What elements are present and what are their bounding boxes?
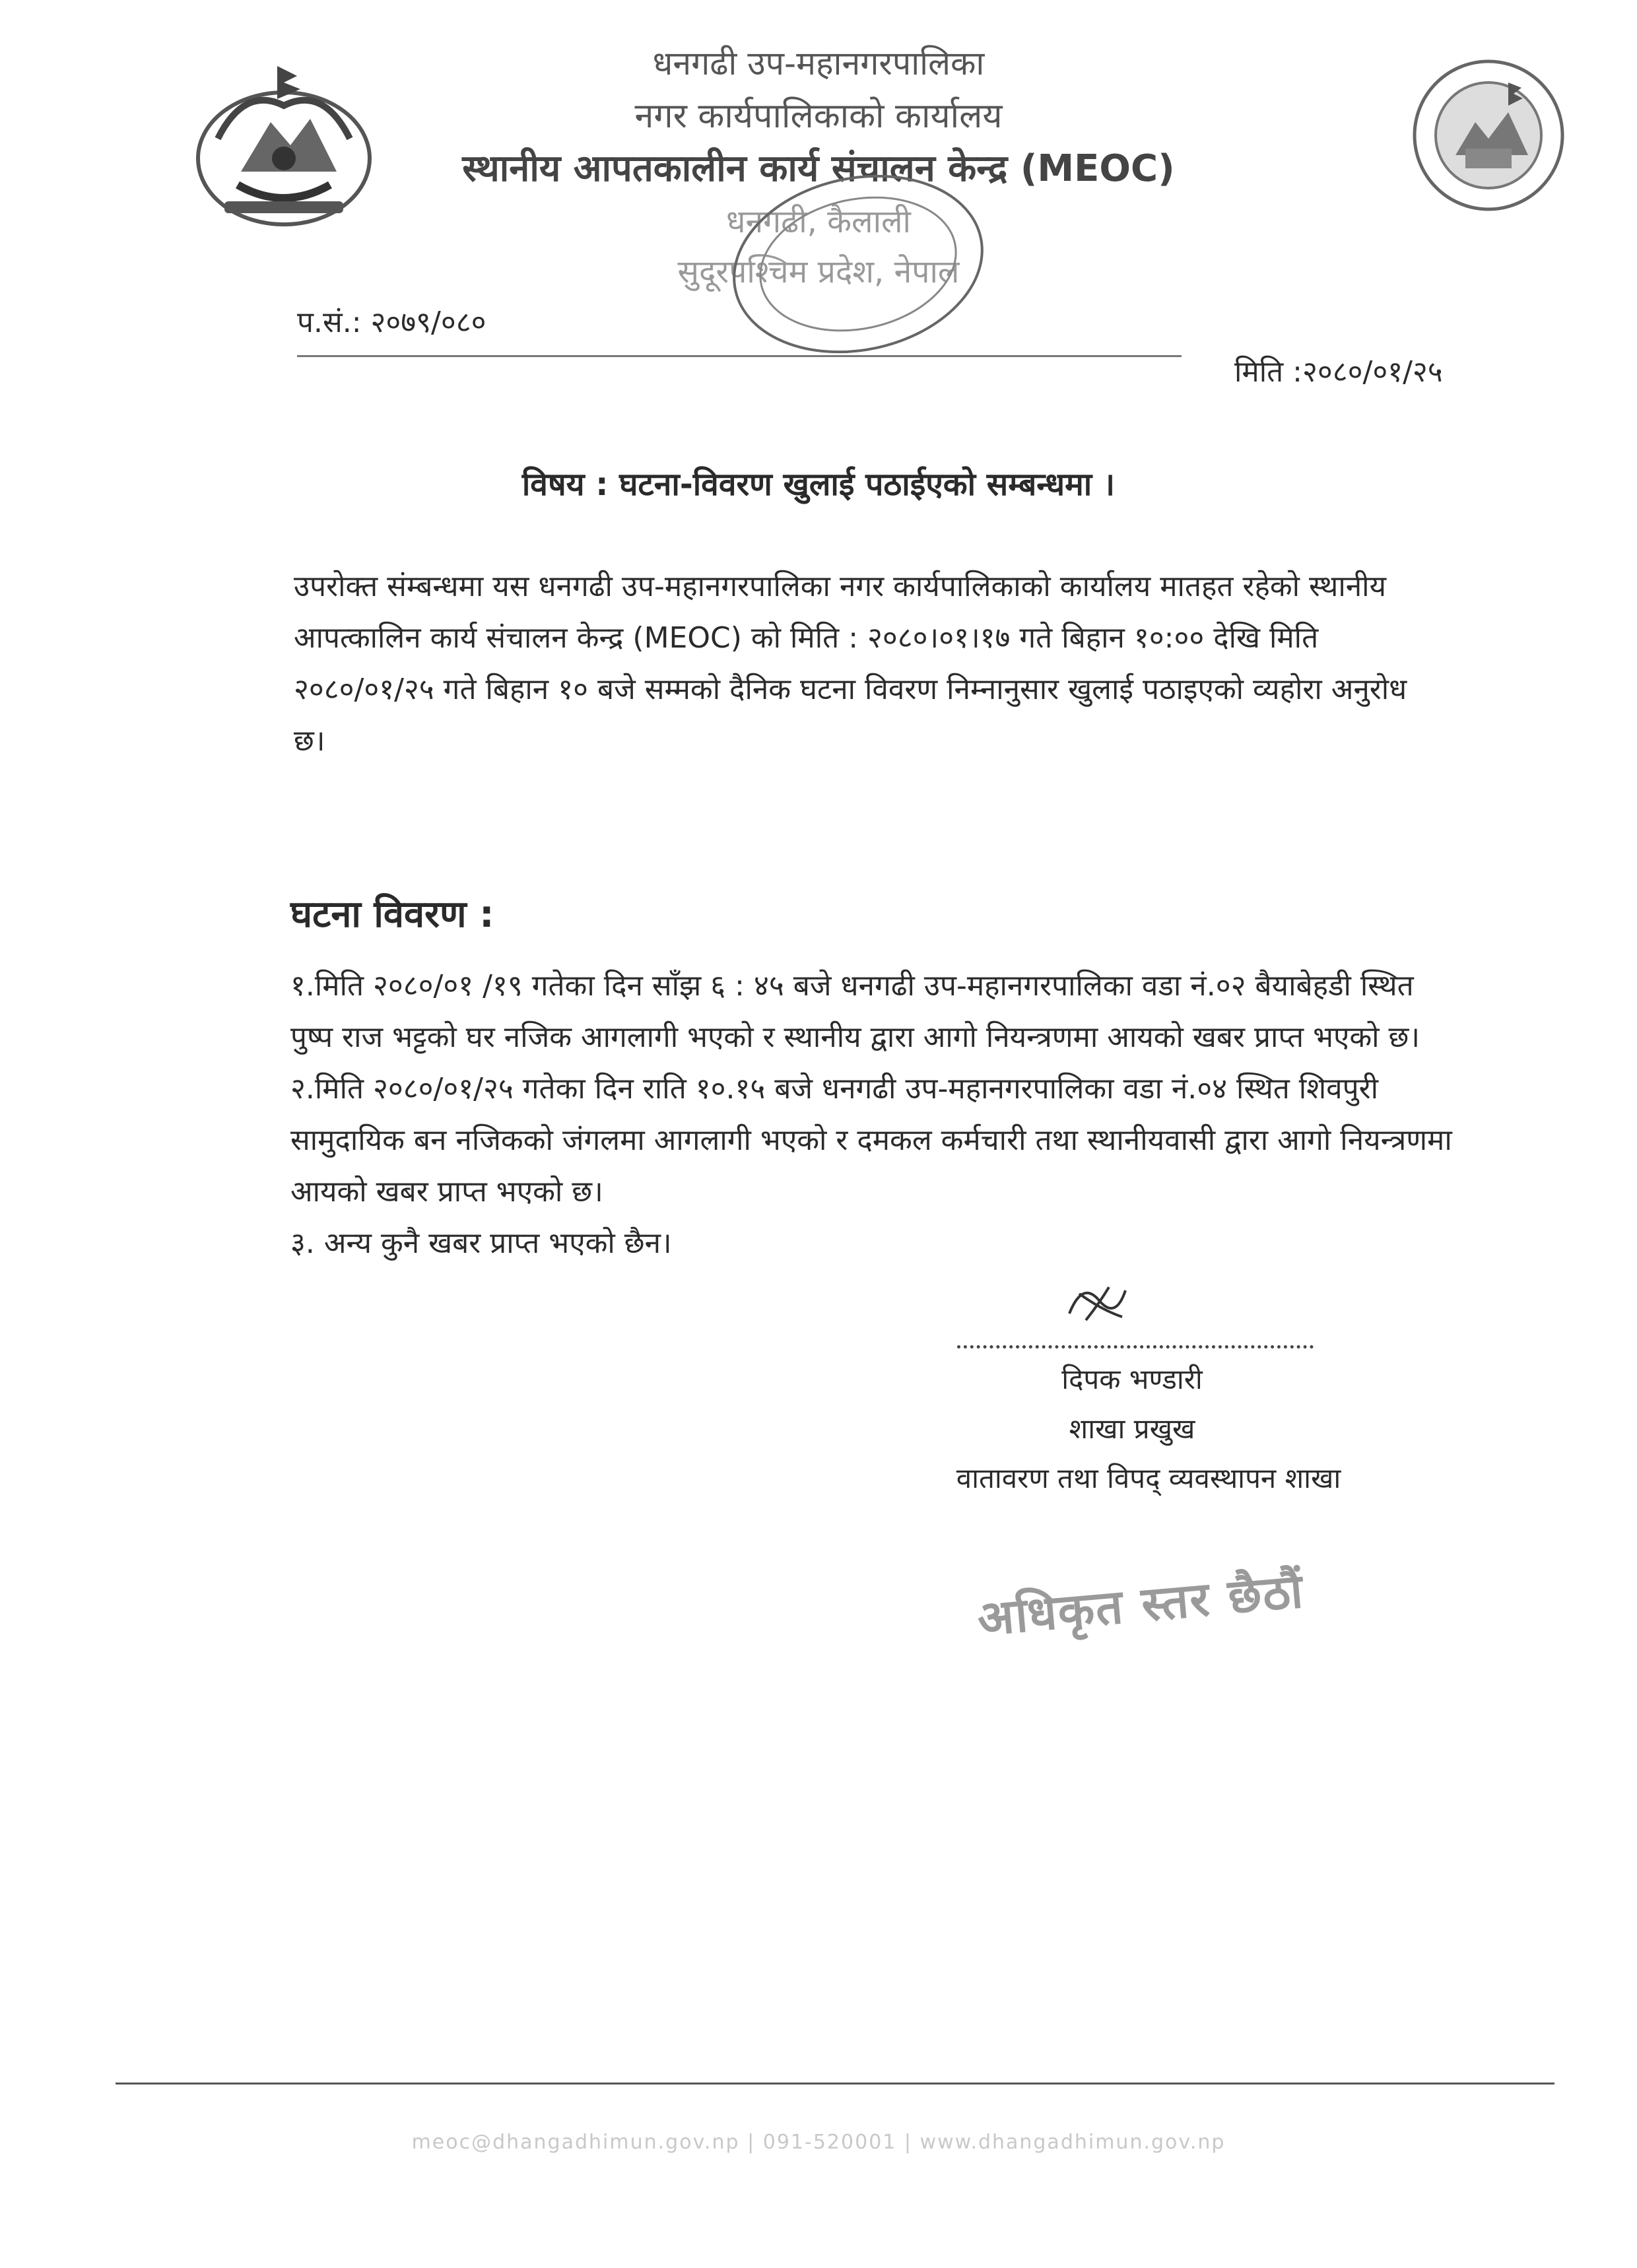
header-office-name: नगर कार्यपालिकाको कार्यालय bbox=[634, 96, 1003, 136]
signature-dotted-line bbox=[957, 1345, 1314, 1349]
signatory-name: दिपक भण्डारी bbox=[1061, 1363, 1203, 1395]
incidents-heading: घटना विवरण : bbox=[290, 893, 494, 936]
incident-list bbox=[290, 960, 1479, 1269]
incident-line: सामुदायिक बन नजिकको जंगलमा आगलागी भएको र दमकल कर्मचारी तथा स्थानीयवासी द्वारा आगो नियन्त्रणमा bbox=[290, 1123, 1452, 1157]
header-divider bbox=[297, 355, 1182, 357]
reference-number: प.सं.: २०७९/०८० bbox=[297, 306, 486, 339]
header-municipality-name: धनगढी उप-महानगरपालिका bbox=[652, 44, 985, 83]
header-meoc-name: स्थानीय आपतकालीन कार्य संचालन केन्द्र (MEOC) bbox=[462, 147, 1175, 190]
header-location: धनगढी, कैलाली bbox=[726, 203, 911, 240]
handwritten-signature bbox=[1063, 1274, 1135, 1333]
incident-line: ३. अन्य कुनै खबर प्राप्त भएको छैन। bbox=[290, 1226, 672, 1260]
body-line: आपत्कालिन कार्य संचालन केन्द्र (MEOC) को मिति : २०८०।०१।१७ गते बिहान १०:०० देखि मिति bbox=[294, 621, 1319, 655]
footer-contact: meoc@dhangadhimun.gov.np | 091-520001 | www.dhangadhimun.gov.np bbox=[411, 2131, 1226, 2154]
letter-date: मिति :२०८०/०१/२५ bbox=[1234, 355, 1443, 389]
body-paragraph bbox=[294, 561, 1462, 767]
office-round-stamp bbox=[719, 165, 997, 363]
incident-line: पुष्प राज भट्टको घर नजिक आगलागी भएको र स्थानीय द्वारा आगो नियन्त्रणमा आयको खबर प्राप्त भएको छ। bbox=[290, 1020, 1420, 1054]
incident-line: १.मिति २०८०/०१ /१९ गतेका दिन साँझ ६ : ४५ बजे धनगढी उप-महानगरपालिका वडा नं.०२ बैयाबेहडी स्थित bbox=[290, 969, 1414, 1003]
subject-line: विषय : घटना-विवरण खुलाई पठाईएको सम्बन्धमा । bbox=[521, 466, 1116, 503]
signatory-section: वातावरण तथा विपद् व्यवस्थापन शाखा bbox=[956, 1462, 1341, 1494]
body-line: छ। bbox=[294, 724, 325, 758]
footer-divider bbox=[116, 2083, 1554, 2085]
signatory-title: शाखा प्रखुख bbox=[1069, 1413, 1195, 1445]
body-line: २०८०/०१/२५ गते बिहान १० बजे सम्मको दैनिक घटना विवरण निम्नानुसार खुलाई पठाइएको व्यहोरा अनुरोध bbox=[294, 673, 1407, 706]
incident-line: आयको खबर प्राप्त भएको छ। bbox=[290, 1175, 603, 1209]
header-country: सुदूरपश्चिम प्रदेश, नेपाल bbox=[677, 253, 960, 290]
incident-line: २.मिति २०८०/०१/२५ गतेका दिन राति १०.१५ बजे धनगढी उप-महानगरपालिका वडा नं.०४ स्थित शिवपुरी bbox=[290, 1072, 1378, 1106]
body-line: उपरोक्त संम्बन्धमा यस धनगढी उप-महानगरपालिका नगर कार्यपालिकाको कार्यालय मातहत रहेको स्थानीय bbox=[294, 570, 1387, 603]
authority-rank-stamp: अधिकृत स्तर छैठौं bbox=[975, 1562, 1306, 1647]
